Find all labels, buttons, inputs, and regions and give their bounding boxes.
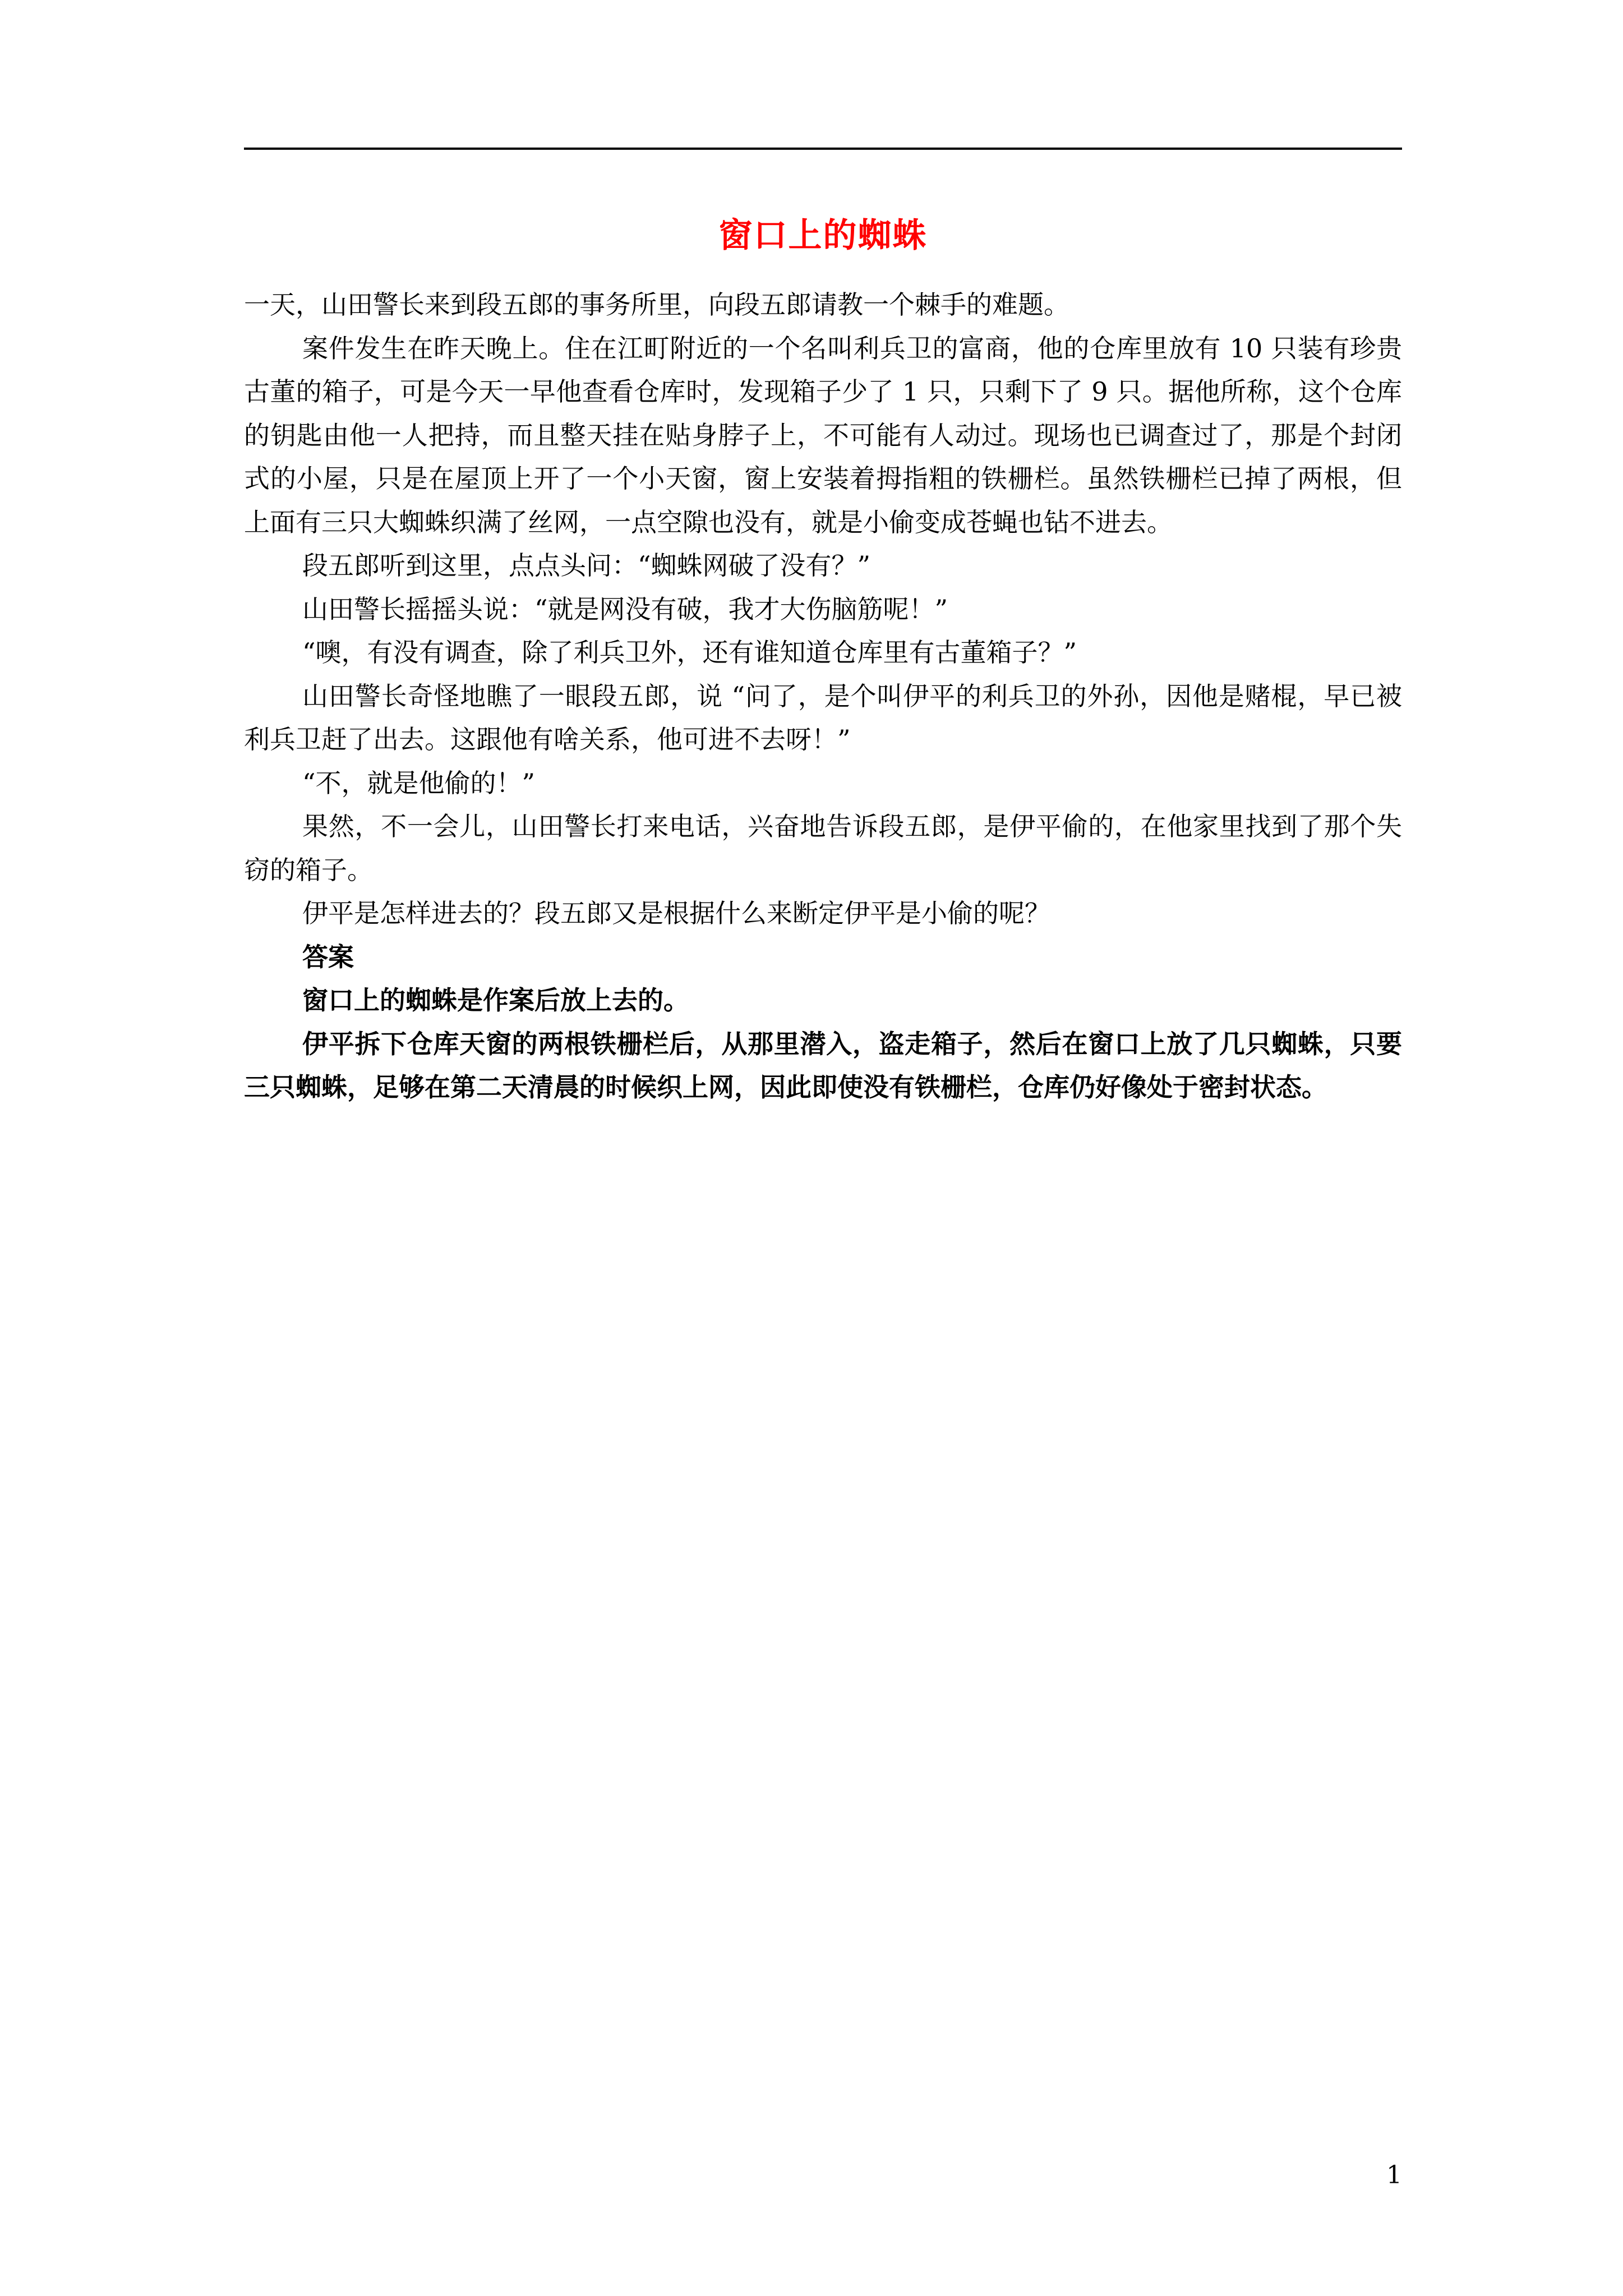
page-number: 1 (1386, 2161, 1402, 2189)
paragraph-dialogue: 山田警长奇怪地瞧了一眼段五郎，说 “问了，是个叫伊平的利兵卫的外孙，因他是赌棍，早已被利兵卫赶了出去。这跟他有啥关系，他可进不去呀！” (244, 680, 1402, 754)
answer-line: 窗口上的蜘蛛是作案后放上去的。 (302, 985, 689, 1015)
paragraph-question: 伊平是怎样进去的？段五郎又是根据什么来断定伊平是小偷的呢？ (302, 898, 1050, 928)
page-title: 窗口上的蜘蛛 (718, 216, 928, 255)
answer-heading: 答案 (302, 941, 354, 972)
paragraph-dialogue: “噢，有没有调查，除了利兵卫外，还有谁知道仓库里有古董箱子？” (302, 637, 1077, 668)
paragraph-case: 案件发生在昨天晚上。住在江町附近的一个名叫利兵卫的富商，他的仓库里放有 10 只装有珍贵古董的箱子，可是今天一早他查看仓库时，发现箱子少了 1 只，只剩下了 9 只。据他所称，这个仓库的钥匙由他一人把持，而且整天挂在贴身脖子上，不可能有人动过。现场也已调查过了，那是个封闭式的小屋，只是在屋顶上开了一个小天窗，窗上安装着拇指粗的铁栅栏。虽然铁栅栏已掉了两根，但上面有三只大蜘蛛织满了丝网，一点空隙也没有，就是小偷变成苍蝇也钻不进去。 (244, 333, 1402, 537)
header-divider (244, 148, 1402, 150)
paragraph-dialogue: 山田警长摇摇头说：“就是网没有破，我才大伤脑筋呢！” (302, 593, 948, 624)
answer-line: 伊平拆下仓库天窗的两根铁栅栏后，从那里潜入，盗走箱子，然后在窗口上放了几只蜘蛛，只要三只蜘蛛，足够在第二天清晨的时候织上网，因此即使没有铁栅栏，仓库仍好像处于密封状态。 (244, 1028, 1402, 1102)
document-body (244, 283, 1402, 1110)
paragraph-resolution: 果然，不一会儿，山田警长打来电话，兴奋地告诉段五郎，是伊平偷的，在他家里找到了那个失窃的箱子。 (244, 811, 1402, 885)
paragraph-opening: 一天，山田警长来到段五郎的事务所里，向段五郎请教一个棘手的难题。 (244, 289, 1069, 320)
paragraph-dialogue: “不，就是他偷的！” (302, 767, 536, 798)
paragraph-dialogue: 段五郎听到这里，点点头问：“蜘蛛网破了没有？” (302, 550, 871, 581)
